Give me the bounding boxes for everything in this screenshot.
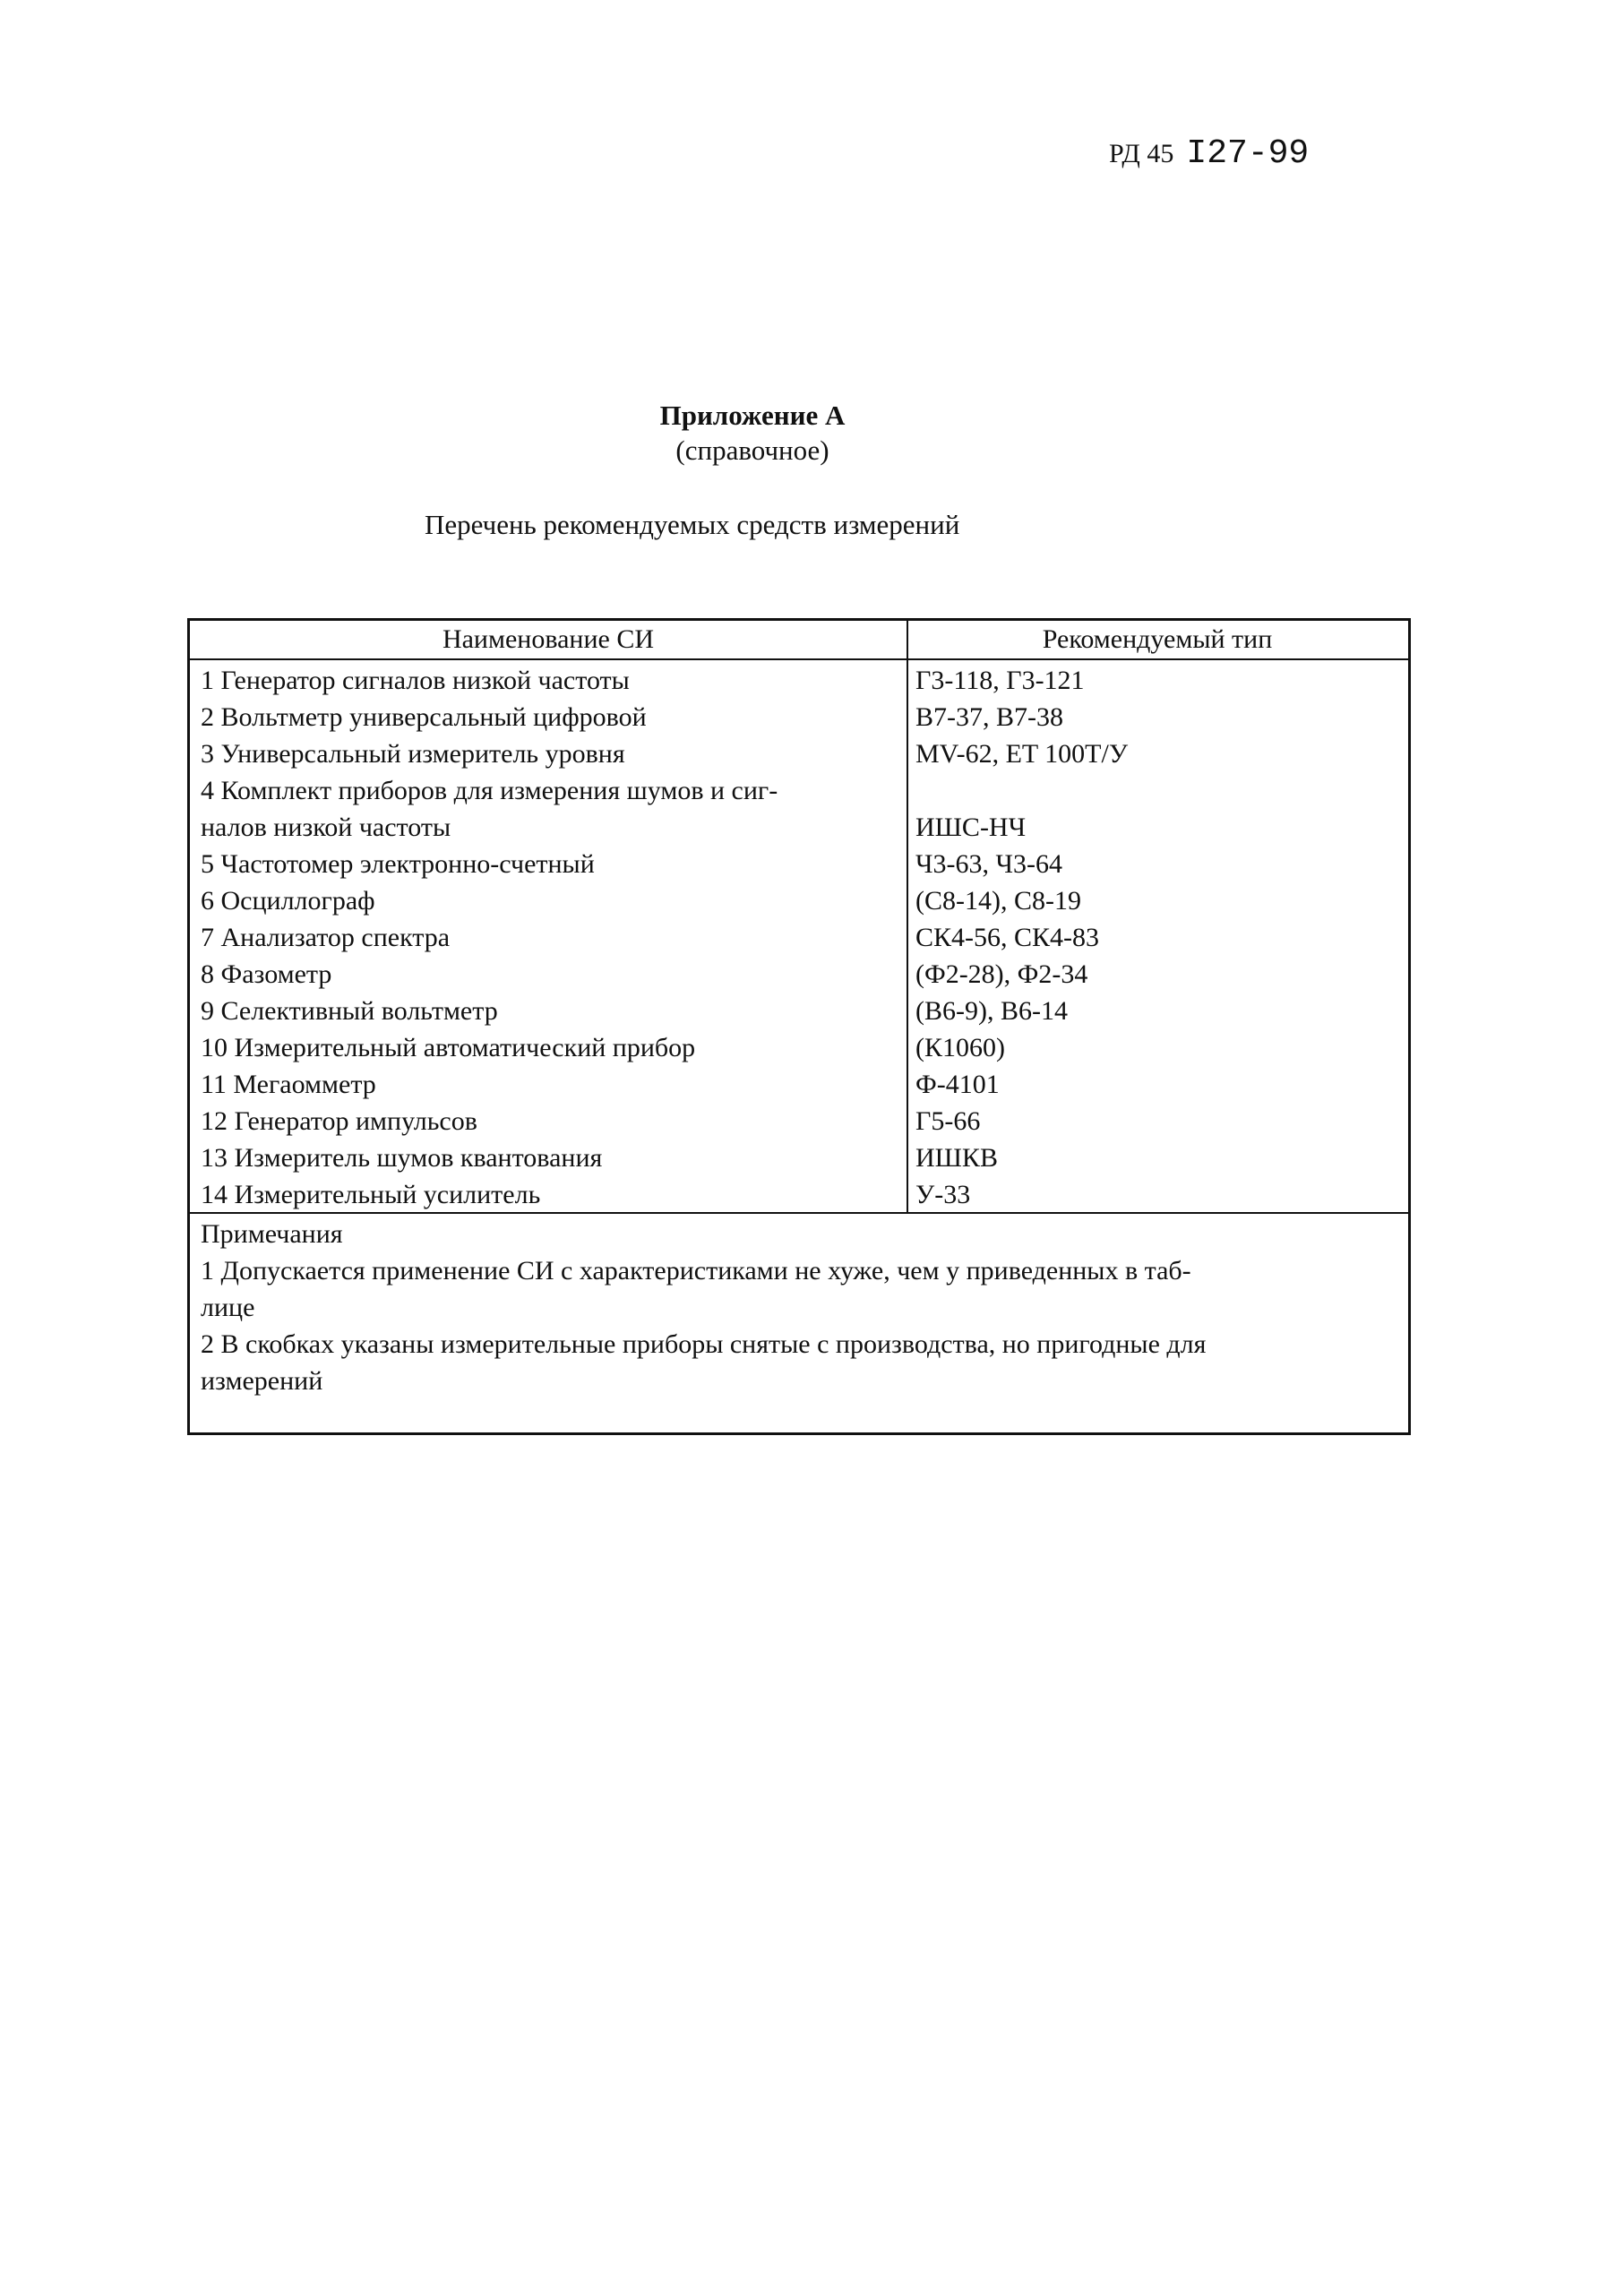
instrument-type: (В6-9), В6-14 <box>915 996 1068 1026</box>
instrument-type: (Ф2-28), Ф2-34 <box>915 959 1088 989</box>
note-line: 1 Допускается применение СИ с характеристиками не хуже, чем у приведенных в таб- <box>201 1256 1191 1286</box>
instrument-type: MV-62, ET 100Т/У <box>915 739 1129 769</box>
document-code-prefix: РД 45 <box>1109 139 1174 168</box>
appendix-subtitle: (справочное) <box>675 434 829 466</box>
instrument-name: 1 Генератор сигналов низкой частоты <box>201 666 630 695</box>
notes-title: Примечания <box>201 1219 343 1249</box>
instrument-type: ИШС-НЧ <box>915 813 1027 842</box>
table-header <box>190 621 1408 660</box>
note-line: измерений <box>201 1366 323 1396</box>
table-row <box>190 1029 1408 1066</box>
instrument-name: 13 Измеритель шумов квантования <box>201 1143 603 1173</box>
instrument-name: 2 Вольтметр универсальный цифровой <box>201 702 647 732</box>
instrument-type: У-33 <box>915 1180 971 1209</box>
instrument-name: 7 Анализатор спектра <box>201 923 451 952</box>
instrument-name: 4 Комплект приборов для измерения шумов и сиг- <box>201 776 778 805</box>
table-row <box>190 993 1408 1029</box>
column-header-type: Рекомендуемый тип <box>1042 624 1273 654</box>
note-line: лице <box>201 1293 255 1322</box>
instrument-name: 11 Мегаомметр <box>201 1070 376 1099</box>
instrument-name: 12 Генератор импульсов <box>201 1106 477 1136</box>
instrument-type: Г5-66 <box>915 1106 981 1136</box>
instrument-type: Ф-4101 <box>915 1070 1000 1099</box>
table-row <box>190 882 1408 919</box>
instrument-type: СК4-56, СК4-83 <box>915 923 1100 952</box>
instrument-type: Ч3-63, Ч3-64 <box>915 849 1062 879</box>
table-row <box>190 772 1408 809</box>
instrument-name: 3 Универсальный измеритель уровня <box>201 739 625 769</box>
document-code-number: I27-99 <box>1186 134 1310 173</box>
instrument-name: налов низкой частоты <box>201 813 451 842</box>
table-row <box>190 846 1408 882</box>
instrument-name: 14 Измерительный усилитель <box>201 1180 541 1209</box>
instrument-type: В7-37, В7-38 <box>915 702 1063 732</box>
instrument-name: 10 Измерительный автоматический прибор <box>201 1033 696 1062</box>
instrument-type: (С8-14), С8-19 <box>915 886 1081 916</box>
table-row <box>190 956 1408 993</box>
table-row <box>190 1066 1408 1103</box>
appendix-title: Приложение А <box>659 400 846 431</box>
table-body <box>190 662 1408 1213</box>
note-line: 2 В скобках указаны измерительные приборы снятые с производства, но пригодные для <box>201 1329 1207 1359</box>
table-row <box>190 919 1408 956</box>
table-notes <box>190 1212 1408 1399</box>
table-row <box>190 699 1408 735</box>
instrument-type: (К1060) <box>915 1033 1005 1062</box>
instrument-name: 8 Фазометр <box>201 959 332 989</box>
table-row <box>190 1139 1408 1176</box>
table-row <box>190 1176 1408 1213</box>
table-row <box>190 735 1408 772</box>
list-title: Перечень рекомендуемых средств измерений <box>425 509 960 540</box>
instrument-type: Г3-118, Г3-121 <box>915 666 1085 695</box>
column-header-name: Наименование СИ <box>442 624 655 654</box>
instruments-table <box>187 618 1411 1435</box>
table-row <box>190 809 1408 846</box>
document-code <box>1109 134 1309 173</box>
table-row <box>190 1103 1408 1139</box>
table-row <box>190 662 1408 699</box>
instrument-name: 6 Осциллограф <box>201 886 375 916</box>
instrument-name: 9 Селективный вольтметр <box>201 996 498 1026</box>
instrument-type: ИШКВ <box>915 1143 998 1173</box>
instrument-name: 5 Частотомер электронно-счетный <box>201 849 595 879</box>
